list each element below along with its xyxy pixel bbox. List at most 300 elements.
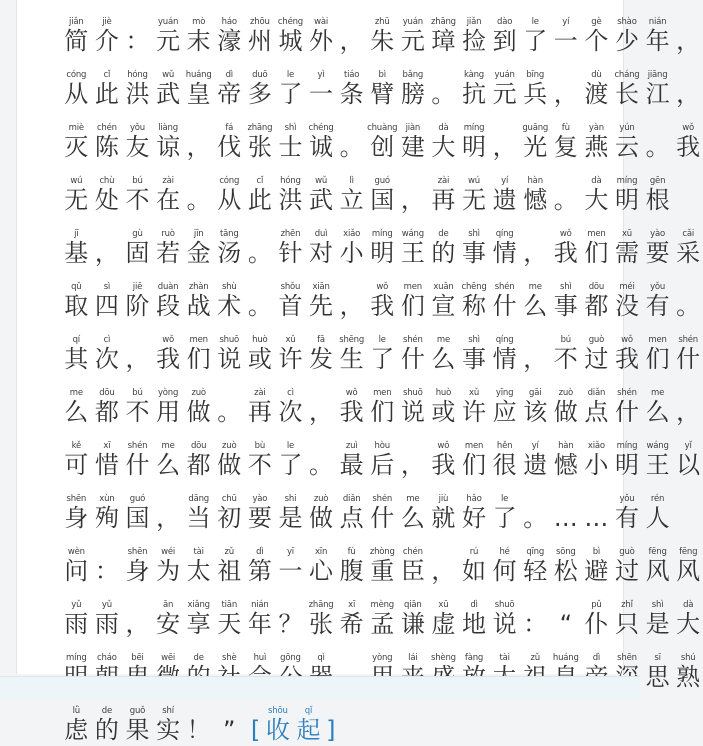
hanzi: 有: [645, 292, 670, 320]
hanzi: 个: [584, 27, 609, 55]
hanzi: 洪: [278, 186, 303, 214]
char-cell: [122, 176, 153, 216]
pinyin: me: [406, 494, 420, 504]
hanzi: 点: [584, 398, 609, 426]
char-cell: [428, 600, 459, 640]
char-cell: [428, 441, 459, 481]
char-cell: [367, 494, 398, 534]
hanzi: 次: [278, 398, 303, 426]
pinyin: yǔ: [71, 600, 82, 610]
hanzi: 们: [645, 345, 670, 373]
pinyin: bú: [560, 335, 571, 345]
char-cell: [122, 600, 153, 640]
char-cell: [92, 335, 123, 375]
collapse-char: [293, 706, 324, 746]
pinyin: jiàn: [405, 123, 421, 133]
char-cell: [245, 494, 276, 534]
hanzi: 了: [492, 504, 517, 532]
pinyin: shù: [221, 282, 237, 292]
char-cell: [459, 176, 490, 216]
char-cell: [612, 17, 643, 57]
char-cell: [673, 17, 703, 57]
pinyin: de: [101, 706, 112, 716]
pinyin: diǎn: [342, 494, 361, 504]
hanzi: 希: [339, 610, 364, 638]
char-cell: [581, 335, 612, 375]
hanzi: 安: [156, 610, 181, 638]
pinyin: shén: [617, 388, 637, 398]
char-cell: [551, 176, 582, 216]
pinyin: liàng: [158, 123, 178, 133]
pinyin: nián: [251, 600, 269, 610]
pinyin: chéng: [277, 17, 303, 27]
pinyin: hóng: [127, 70, 148, 80]
char-cell: [398, 335, 429, 375]
hanzi: 什: [370, 504, 395, 532]
pinyin: fēng: [679, 547, 698, 557]
hanzi: 么: [431, 345, 456, 373]
pinyin: yí: [531, 441, 539, 451]
hanzi: 人: [645, 504, 670, 532]
hanzi: 何: [492, 557, 517, 585]
pinyin: zhāng: [431, 17, 456, 27]
hanzi: 不: [553, 345, 578, 373]
hanzi: 小: [339, 239, 364, 267]
pinyin: yuán: [157, 17, 179, 27]
pinyin: shēn: [127, 547, 148, 557]
hanzi: 对: [309, 239, 334, 267]
hanzi: 江: [645, 80, 670, 108]
hanzi: 臂: [370, 80, 395, 108]
hanzi: 战: [186, 292, 211, 320]
char-cell: [459, 123, 490, 163]
hanzi: 重: [370, 557, 395, 585]
char-cell: [642, 176, 673, 216]
pinyin: qīng: [526, 547, 545, 557]
char-cell: [214, 176, 245, 216]
text-line: [61, 57, 701, 110]
char-cell: [336, 441, 367, 481]
hanzi: 过: [614, 557, 639, 585]
hanzi: 太: [186, 557, 211, 585]
char-cell: [336, 17, 367, 57]
char-cell: [367, 388, 398, 428]
text-line: [61, 163, 670, 216]
hanzi: 或: [247, 345, 272, 373]
hanzi: 身: [125, 557, 150, 585]
pinyin: yǒu: [650, 282, 666, 292]
char-cell: [673, 123, 703, 163]
pinyin: me: [69, 388, 83, 398]
pinyin: shì: [651, 600, 664, 610]
hanzi: 事: [553, 292, 578, 320]
pinyin: shí: [162, 706, 174, 716]
pinyin: de: [193, 653, 204, 663]
pinyin: mèng: [370, 600, 394, 610]
hanzi: 我: [156, 345, 181, 373]
hanzi: 后: [370, 451, 395, 479]
hanzi: 该: [523, 398, 548, 426]
hanzi: 再: [247, 398, 272, 426]
char-cell: [336, 176, 367, 216]
pinyin: chéng: [308, 123, 334, 133]
char-cell: [581, 441, 612, 481]
hanzi: 王: [645, 451, 670, 479]
char-cell: [398, 123, 429, 163]
hanzi: ，: [186, 133, 211, 161]
char-cell: [642, 441, 673, 481]
hanzi: 为: [156, 557, 181, 585]
pinyin: wǒ: [621, 335, 633, 345]
pinyin: gù: [132, 229, 143, 239]
hanzi: 张: [247, 133, 272, 161]
hanzi: 遗: [492, 186, 517, 214]
hanzi: ：: [125, 27, 150, 55]
hanzi: 明: [370, 239, 395, 267]
hanzi: 殉: [94, 504, 119, 532]
char-cell: [581, 388, 612, 428]
hanzi: 我: [553, 239, 578, 267]
pinyin: shǒu: [280, 282, 301, 292]
hanzi: 一: [553, 27, 578, 55]
pinyin: tiān: [221, 600, 238, 610]
char-cell: [61, 335, 92, 375]
char-cell: [122, 70, 153, 110]
char-cell: [153, 335, 184, 375]
hanzi: 。: [247, 239, 272, 267]
text-line: [61, 534, 701, 587]
pinyin: xiǎo: [587, 441, 605, 451]
hanzi: 。: [186, 186, 211, 214]
hanzi: 在: [156, 186, 181, 214]
pinyin: me: [528, 282, 542, 292]
pinyin: me: [161, 441, 175, 451]
char-cell: [489, 282, 520, 322]
char-cell: [153, 176, 184, 216]
pinyin: fēng: [648, 547, 667, 557]
char-cell: [489, 123, 520, 163]
char-cell: [306, 229, 337, 269]
pinyin: dōu: [190, 441, 207, 451]
text-line: [61, 110, 701, 163]
char-cell: [214, 441, 245, 481]
char-cell: [489, 441, 520, 481]
hanzi: 说: [492, 610, 517, 638]
pinyin: yǒu: [129, 123, 145, 133]
char-cell: [153, 282, 184, 322]
char-cell: [92, 441, 123, 481]
char-cell: [336, 70, 367, 110]
char-cell: [581, 547, 612, 587]
hanzi: 。: [645, 133, 670, 161]
pinyin: fù: [347, 547, 356, 557]
hanzi: 都: [584, 292, 609, 320]
pinyin: cì: [103, 335, 111, 345]
footer-strip: [0, 676, 640, 699]
pinyin: zhàn: [188, 282, 209, 292]
hanzi: 么: [156, 451, 181, 479]
hanzi: 臣: [400, 557, 425, 585]
char-cell: [489, 494, 520, 534]
hanzi: 熟: [676, 663, 701, 691]
hanzi: 复: [553, 133, 578, 161]
char-cell: [61, 441, 92, 481]
hanzi: 小: [584, 451, 609, 479]
pinyin: bù: [254, 441, 266, 451]
hanzi: 年: [645, 27, 670, 55]
pinyin: kàng: [464, 70, 484, 80]
hanzi: 洪: [125, 80, 150, 108]
char-cell: [214, 123, 245, 163]
pinyin: yuán: [402, 17, 423, 27]
hanzi: 不: [125, 186, 150, 214]
hanzi: 做: [553, 398, 578, 426]
char-cell: [306, 282, 337, 322]
hanzi: 了: [278, 451, 303, 479]
hanzi: ：: [94, 557, 119, 585]
char-cell: [489, 335, 520, 375]
pinyin: bīng: [526, 70, 545, 80]
hanzi: 陈: [94, 133, 119, 161]
hanzi: ：: [523, 610, 548, 638]
pinyin: míng: [616, 441, 638, 451]
char-cell: [214, 335, 245, 375]
pinyin: yàn: [588, 123, 604, 133]
pinyin: ān: [162, 600, 174, 610]
char-cell: [306, 547, 337, 587]
char-cell: [489, 70, 520, 110]
char-cell: [367, 600, 398, 640]
hanzi: 收: [265, 716, 290, 744]
char-cell: [183, 441, 214, 481]
hanzi: 好: [462, 504, 487, 532]
pinyin: jiè: [102, 17, 112, 27]
pinyin: dì: [470, 600, 478, 610]
pinyin: le: [531, 17, 539, 27]
hanzi: 阶: [125, 292, 150, 320]
pinyin: wéi: [161, 547, 176, 557]
char-cell: [275, 547, 306, 587]
char-cell: [398, 229, 429, 269]
char-cell: [306, 600, 337, 640]
char-cell: [275, 282, 306, 322]
hanzi: ，: [553, 80, 578, 108]
pinyin: bú: [132, 388, 143, 398]
pinyin: zhòng: [369, 547, 395, 557]
hanzi: 们: [186, 345, 211, 373]
pinyin: dà: [438, 123, 449, 133]
pinyin: le: [286, 441, 295, 451]
char-cell: [551, 335, 582, 375]
hanzi: 什: [400, 345, 425, 373]
char-cell: [459, 600, 490, 640]
hanzi: 有: [614, 504, 639, 532]
text-line: [61, 4, 701, 57]
hanzi: 就: [431, 504, 456, 532]
hanzi: 介: [94, 27, 119, 55]
pinyin: wēi: [161, 653, 176, 663]
char-cell: [673, 70, 703, 110]
hanzi: 若: [156, 239, 181, 267]
char-cell: [428, 229, 459, 269]
hanzi: 憾: [523, 186, 548, 214]
hanzi: 国: [370, 186, 395, 214]
char-cell: [122, 335, 153, 375]
hanzi: 很: [492, 451, 517, 479]
hanzi: …: [584, 504, 609, 532]
article-text: [61, 4, 701, 746]
pinyin: xū: [621, 229, 632, 239]
pinyin: huì: [253, 653, 267, 663]
char-cell: [520, 17, 551, 57]
char-cell: [153, 229, 184, 269]
hanzi: 我: [614, 345, 639, 373]
hanzi: 许: [278, 345, 303, 373]
char-cell: [520, 441, 551, 481]
char-cell: [275, 123, 306, 163]
pinyin: wèn: [67, 547, 85, 557]
hanzi: 。: [247, 292, 272, 320]
hanzi: ！: [186, 716, 211, 744]
hanzi: 。: [217, 398, 242, 426]
close-bracket: ]: [326, 716, 336, 744]
char-cell: [673, 600, 703, 640]
char-cell: [367, 176, 398, 216]
pinyin: rú: [469, 547, 479, 557]
pinyin: fàng: [464, 653, 484, 663]
hanzi: 建: [400, 133, 425, 161]
hanzi: 州: [247, 27, 272, 55]
hanzi: 。: [676, 292, 701, 320]
hanzi: 再: [431, 186, 456, 214]
char-cell: [61, 17, 92, 57]
pinyin: yòng: [157, 388, 179, 398]
pinyin: háo: [221, 17, 237, 27]
char-cell: [459, 282, 490, 322]
char-cell: [183, 494, 214, 534]
char-cell: [275, 388, 306, 428]
char-cell: [581, 600, 612, 640]
hanzi: 诚: [309, 133, 334, 161]
char-cell: [459, 70, 490, 110]
pinyin: shén: [127, 441, 148, 451]
char-cell: [398, 441, 429, 481]
hanzi: 到: [492, 27, 517, 55]
char-cell: [459, 229, 490, 269]
pinyin: shèng: [431, 653, 456, 663]
char-cell: [61, 70, 92, 110]
char-cell: [673, 441, 703, 481]
char-cell: [581, 176, 612, 216]
hanzi: ，: [400, 186, 425, 214]
pinyin: yǔ: [101, 600, 112, 610]
char-cell: [551, 123, 582, 163]
pinyin: dì: [592, 653, 601, 663]
hanzi: 多: [247, 80, 272, 108]
hanzi: 要: [247, 504, 272, 532]
pinyin: shào: [617, 17, 637, 27]
article-card: [16, 0, 701, 744]
collapse-link[interactable]: [249, 706, 338, 746]
pinyin: yòng: [372, 653, 393, 663]
hanzi: 国: [125, 504, 150, 532]
hanzi: 过: [584, 345, 609, 373]
pinyin: men: [403, 282, 422, 292]
hanzi: 武: [156, 80, 181, 108]
char-cell: [581, 70, 612, 110]
char-cell: [245, 70, 276, 110]
pinyin: men: [189, 335, 208, 345]
char-cell: [520, 335, 551, 375]
pinyin: qíng: [495, 229, 514, 239]
char-cell: [428, 388, 459, 428]
char-cell: [520, 388, 551, 428]
pinyin: gāi: [529, 388, 542, 398]
pinyin: zuì: [345, 441, 358, 451]
char-cell: [275, 441, 306, 481]
char-cell: [428, 17, 459, 57]
char-cell: [581, 229, 612, 269]
pinyin: míng: [616, 176, 638, 186]
pinyin: wáng: [401, 229, 424, 239]
pinyin: shēn: [66, 494, 87, 504]
pinyin: cǐ: [256, 176, 264, 186]
hanzi: 简: [64, 27, 89, 55]
hanzi: 金: [186, 239, 211, 267]
pinyin: men: [587, 229, 606, 239]
char-cell: [153, 70, 184, 110]
hanzi: 或: [431, 398, 456, 426]
char-cell: [336, 123, 367, 163]
hanzi: 风: [645, 557, 670, 585]
pinyin: zuò: [191, 388, 206, 398]
hanzi: 宣: [431, 292, 456, 320]
pinyin: shú: [680, 653, 696, 663]
char-cell: [153, 441, 184, 481]
pinyin: xiān: [312, 282, 330, 292]
char-cell: [428, 335, 459, 375]
char-cell: [214, 70, 245, 110]
open-bracket: [: [250, 716, 261, 744]
hanzi: 了: [370, 345, 395, 373]
hanzi: 。: [431, 80, 456, 108]
pinyin: jī: [74, 229, 79, 239]
pinyin: méi: [619, 282, 635, 292]
hanzi: 次: [94, 345, 119, 373]
char-cell: [520, 282, 551, 322]
char-cell: [612, 494, 643, 534]
hanzi: 濠: [217, 27, 242, 55]
hanzi: 做: [309, 504, 334, 532]
char-cell: [183, 706, 214, 746]
char-cell: [214, 600, 245, 640]
char-cell: [581, 494, 612, 534]
hanzi: ，: [125, 345, 150, 373]
hanzi: …: [553, 504, 578, 532]
char-cell: [612, 441, 643, 481]
char-cell: [489, 176, 520, 216]
char-cell: [367, 441, 398, 481]
pinyin: qǐ: [304, 706, 313, 716]
char-cell: [581, 282, 612, 322]
hanzi: 不: [247, 451, 272, 479]
char-cell: [520, 70, 551, 110]
hanzi: 祖: [217, 557, 242, 585]
pinyin: xī: [348, 600, 356, 610]
pinyin: fá: [225, 123, 234, 133]
pinyin: shēn: [617, 653, 637, 663]
pinyin: xīn: [314, 547, 328, 557]
